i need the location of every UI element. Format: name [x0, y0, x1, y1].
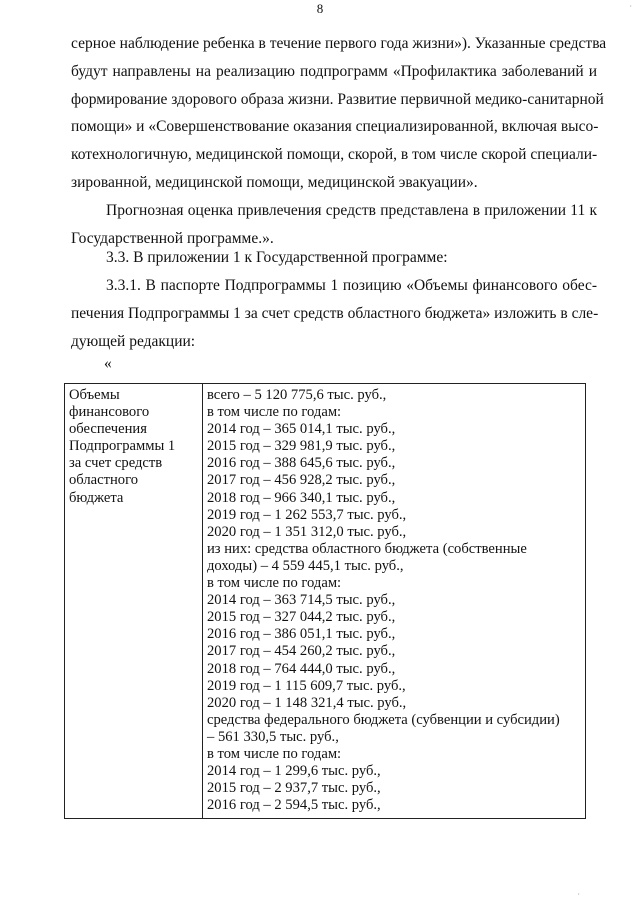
value-line: 2014 год – 1 299,6 тыс. руб.,: [207, 763, 381, 780]
value-line: 2016 год – 2 594,5 тыс. руб.,: [207, 797, 381, 814]
label-line: Подпрограммы 1: [69, 438, 176, 455]
forecast-line: Прогнозная оценка привлечения средств представлена в приложении 11 к: [106, 202, 597, 219]
forecast-line: Государственной программе.».: [71, 229, 274, 247]
value-line: доходы) – 4 559 445,1 тыс. руб.,: [207, 557, 404, 574]
value-line: 2014 год – 365 014,1 тыс. руб.,: [207, 421, 396, 438]
label-line: бюджета: [69, 489, 124, 506]
intro-line: котехнологичную, медицинской помощи, скорой, в том числе скорой специали-: [71, 146, 598, 164]
value-line: 2020 год – 1 148 321,4 тыс. руб.,: [207, 694, 407, 711]
table-value-cell: [203, 384, 586, 819]
value-line: 2019 год – 1 115 609,7 тыс. руб.,: [207, 677, 406, 694]
intro-line: формирование здорового образа жизни. Развитие первичной медико-санитарной: [71, 90, 604, 108]
value-line: 2017 год – 456 928,2 тыс. руб.,: [207, 472, 396, 489]
value-line: 2015 год – 327 044,2 тыс. руб.,: [207, 609, 396, 626]
table-label-cell: [65, 384, 203, 819]
value-line: 2014 год – 363 714,5 тыс. руб.,: [207, 592, 396, 609]
label-line: финансового: [69, 404, 150, 421]
intro-line: зированной, медицинской помощи, медицинской эвакуации».: [71, 173, 478, 191]
value-line: в том числе по годам:: [207, 575, 342, 592]
value-line: 2017 год – 454 260,2 тыс. руб.,: [207, 643, 396, 660]
financing-table: [64, 383, 586, 819]
section-3-3-1-paragraph: [71, 272, 597, 355]
value-line: – 561 330,5 тыс. руб.,: [207, 728, 339, 745]
opening-quote: «: [104, 355, 112, 372]
label-line: за счет средств: [69, 455, 163, 472]
section-3-3-heading: [71, 244, 597, 272]
value-line: 2018 год – 966 340,1 тыс. руб.,: [207, 489, 396, 506]
intro-paragraph: [71, 30, 607, 197]
value-line: в том числе по годам:: [207, 404, 342, 421]
label-line: обеспечения: [69, 421, 147, 438]
value-line: 2015 год – 2 937,7 тыс. руб.,: [207, 780, 381, 797]
intro-line: помощи» и «Совершенствование оказания специализированной, включая высо-: [71, 118, 599, 136]
scan-speck-bottom: ·: [577, 890, 580, 899]
table-row: [65, 384, 586, 819]
page-number: 8: [316, 1, 324, 16]
value-line: 2018 год – 764 444,0 тыс. руб.,: [207, 660, 396, 677]
value-line: из них: средства областного бюджета (собственные: [207, 540, 527, 557]
label-line: Объемы: [69, 387, 120, 403]
value-line: в том числе по годам:: [207, 745, 342, 762]
section-3-3-1-line: печения Подпрограммы 1 за счет средств областного бюджета» изложить в сле-: [71, 304, 599, 322]
label-line: областного: [69, 472, 138, 489]
section-3-3-1-line: дующей редакции:: [71, 332, 196, 350]
value-line: 2016 год – 388 645,6 тыс. руб.,: [207, 455, 396, 472]
value-line: 2016 год – 386 051,1 тыс. руб.,: [207, 626, 396, 643]
value-line: 2015 год – 329 981,9 тыс. руб.,: [207, 438, 396, 455]
value-line: всего – 5 120 775,6 тыс. руб.,: [207, 387, 387, 403]
scan-speck-top: ·: [629, 2, 632, 11]
section-3-3-1-line: 3.3.1. В паспорте Подпрограммы 1 позицию «Объемы финансового обес-: [106, 277, 597, 294]
value-line: средства федерального бюджета (субвенции и субсидии): [207, 711, 560, 728]
value-line: 2019 год – 1 262 553,7 тыс. руб.,: [207, 506, 407, 523]
value-line: 2020 год – 1 351 312,0 тыс. руб.,: [207, 523, 407, 540]
intro-line: будут направлены на реализацию подпрограмм «Профилактика заболеваний и: [71, 62, 597, 80]
intro-line: серное наблюдение ребенка в течение первого года жизни»). Указанные средства: [71, 35, 607, 52]
section-3-3-line: 3.3. В приложении 1 к Государственной программе:: [106, 249, 448, 266]
